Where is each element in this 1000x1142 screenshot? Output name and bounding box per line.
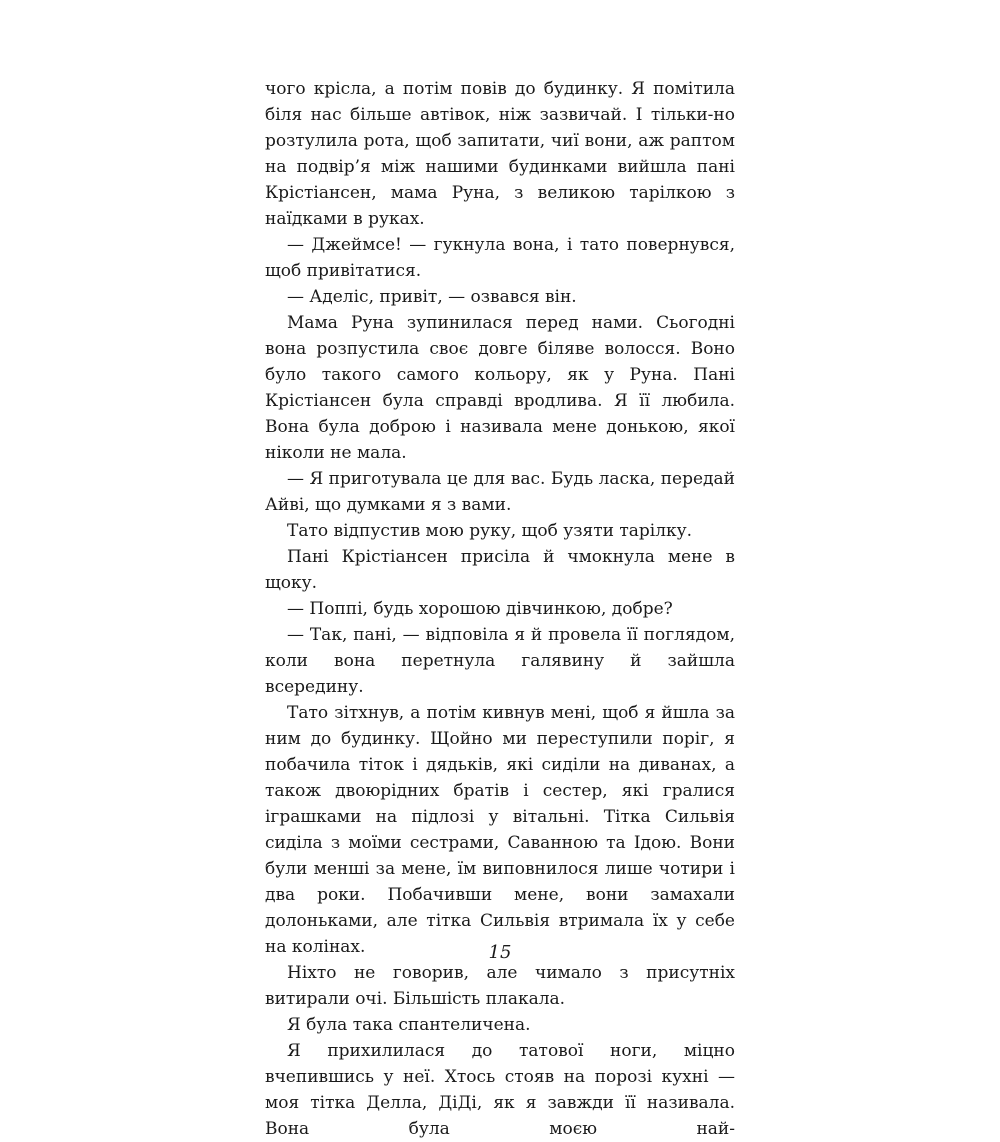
page-number: 15 <box>488 942 512 963</box>
paragraph: Я була така спантеличена. <box>287 1015 531 1035</box>
paragraph: — Джеймсе! — гукнула вона, і тато повернувся, щоб привітатися. <box>265 235 735 281</box>
paragraph: Тато відпустив мою руку, щоб узяти тарілку. <box>287 521 693 541</box>
paragraph: чого крісла, а потім повів до будинку. Я помітила біля нас більше автівок, ніж зазвичай. І тільки-но розтулила рота, щоб запитати, чиї вони, аж раптом на подвір’я між нашими будинками вийшла пані Крістіансен, мама Руна, з великою тарілкою з наїдками в руках. <box>265 79 735 229</box>
book-page-text <box>265 76 735 1142</box>
paragraph: — Я приготувала це для вас. Будь ласка, передай Айві, що думками я з вами. <box>265 469 735 515</box>
paragraph: Ніхто не говорив, але чимало з присутніх витирали очі. Більшість плакала. <box>265 963 735 1009</box>
paragraph: — Поппі, будь хорошою дівчинкою, добре? <box>287 599 673 619</box>
paragraph: — Аделіс, привіт, — озвався він. <box>287 287 577 307</box>
paragraph: — Так, пані, — відповіла я й провела її поглядом, коли вона перетнула галявину й зайшла всередину. <box>265 625 735 697</box>
paragraph: Тато зітхнув, а потім кивнув мені, щоб я йшла за ним до будинку. Щойно ми переступили поріг, я побачила тіток і дядьків, які сиділи на диванах, а також двоюрідних братів і сестер, які гралися іграшками на підлозі у вітальні. Тітка Сильвія сиділа з моїми сестрами, Саванною та Ідою. Вони були менші за мене, їм виповнилося лише чотири і два роки. Побачивши мене, вони замахали долоньками, але тітка Сильвія втримала їх у себе на колінах. <box>265 703 735 957</box>
paragraph: Мама Руна зупинилася перед нами. Сьогодні вона розпустила своє довге біляве волосся. Воно було такого самого кольору, як у Руна. Пані Крістіансен була справді вродлива. Я її любила. Вона була доброю і називала мене донькою, якої ніколи не мала. <box>265 313 735 463</box>
paragraph: Пані Крістіансен присіла й чмокнула мене в щоку. <box>265 547 735 593</box>
paragraph: Я прихилилася до татової ноги, міцно вчепившись у неї. Хтось стояв на порозі кухні — моя тітка Делла, ДіДі, як я завжди її називала. Вона була моєю най- <box>265 1041 735 1139</box>
